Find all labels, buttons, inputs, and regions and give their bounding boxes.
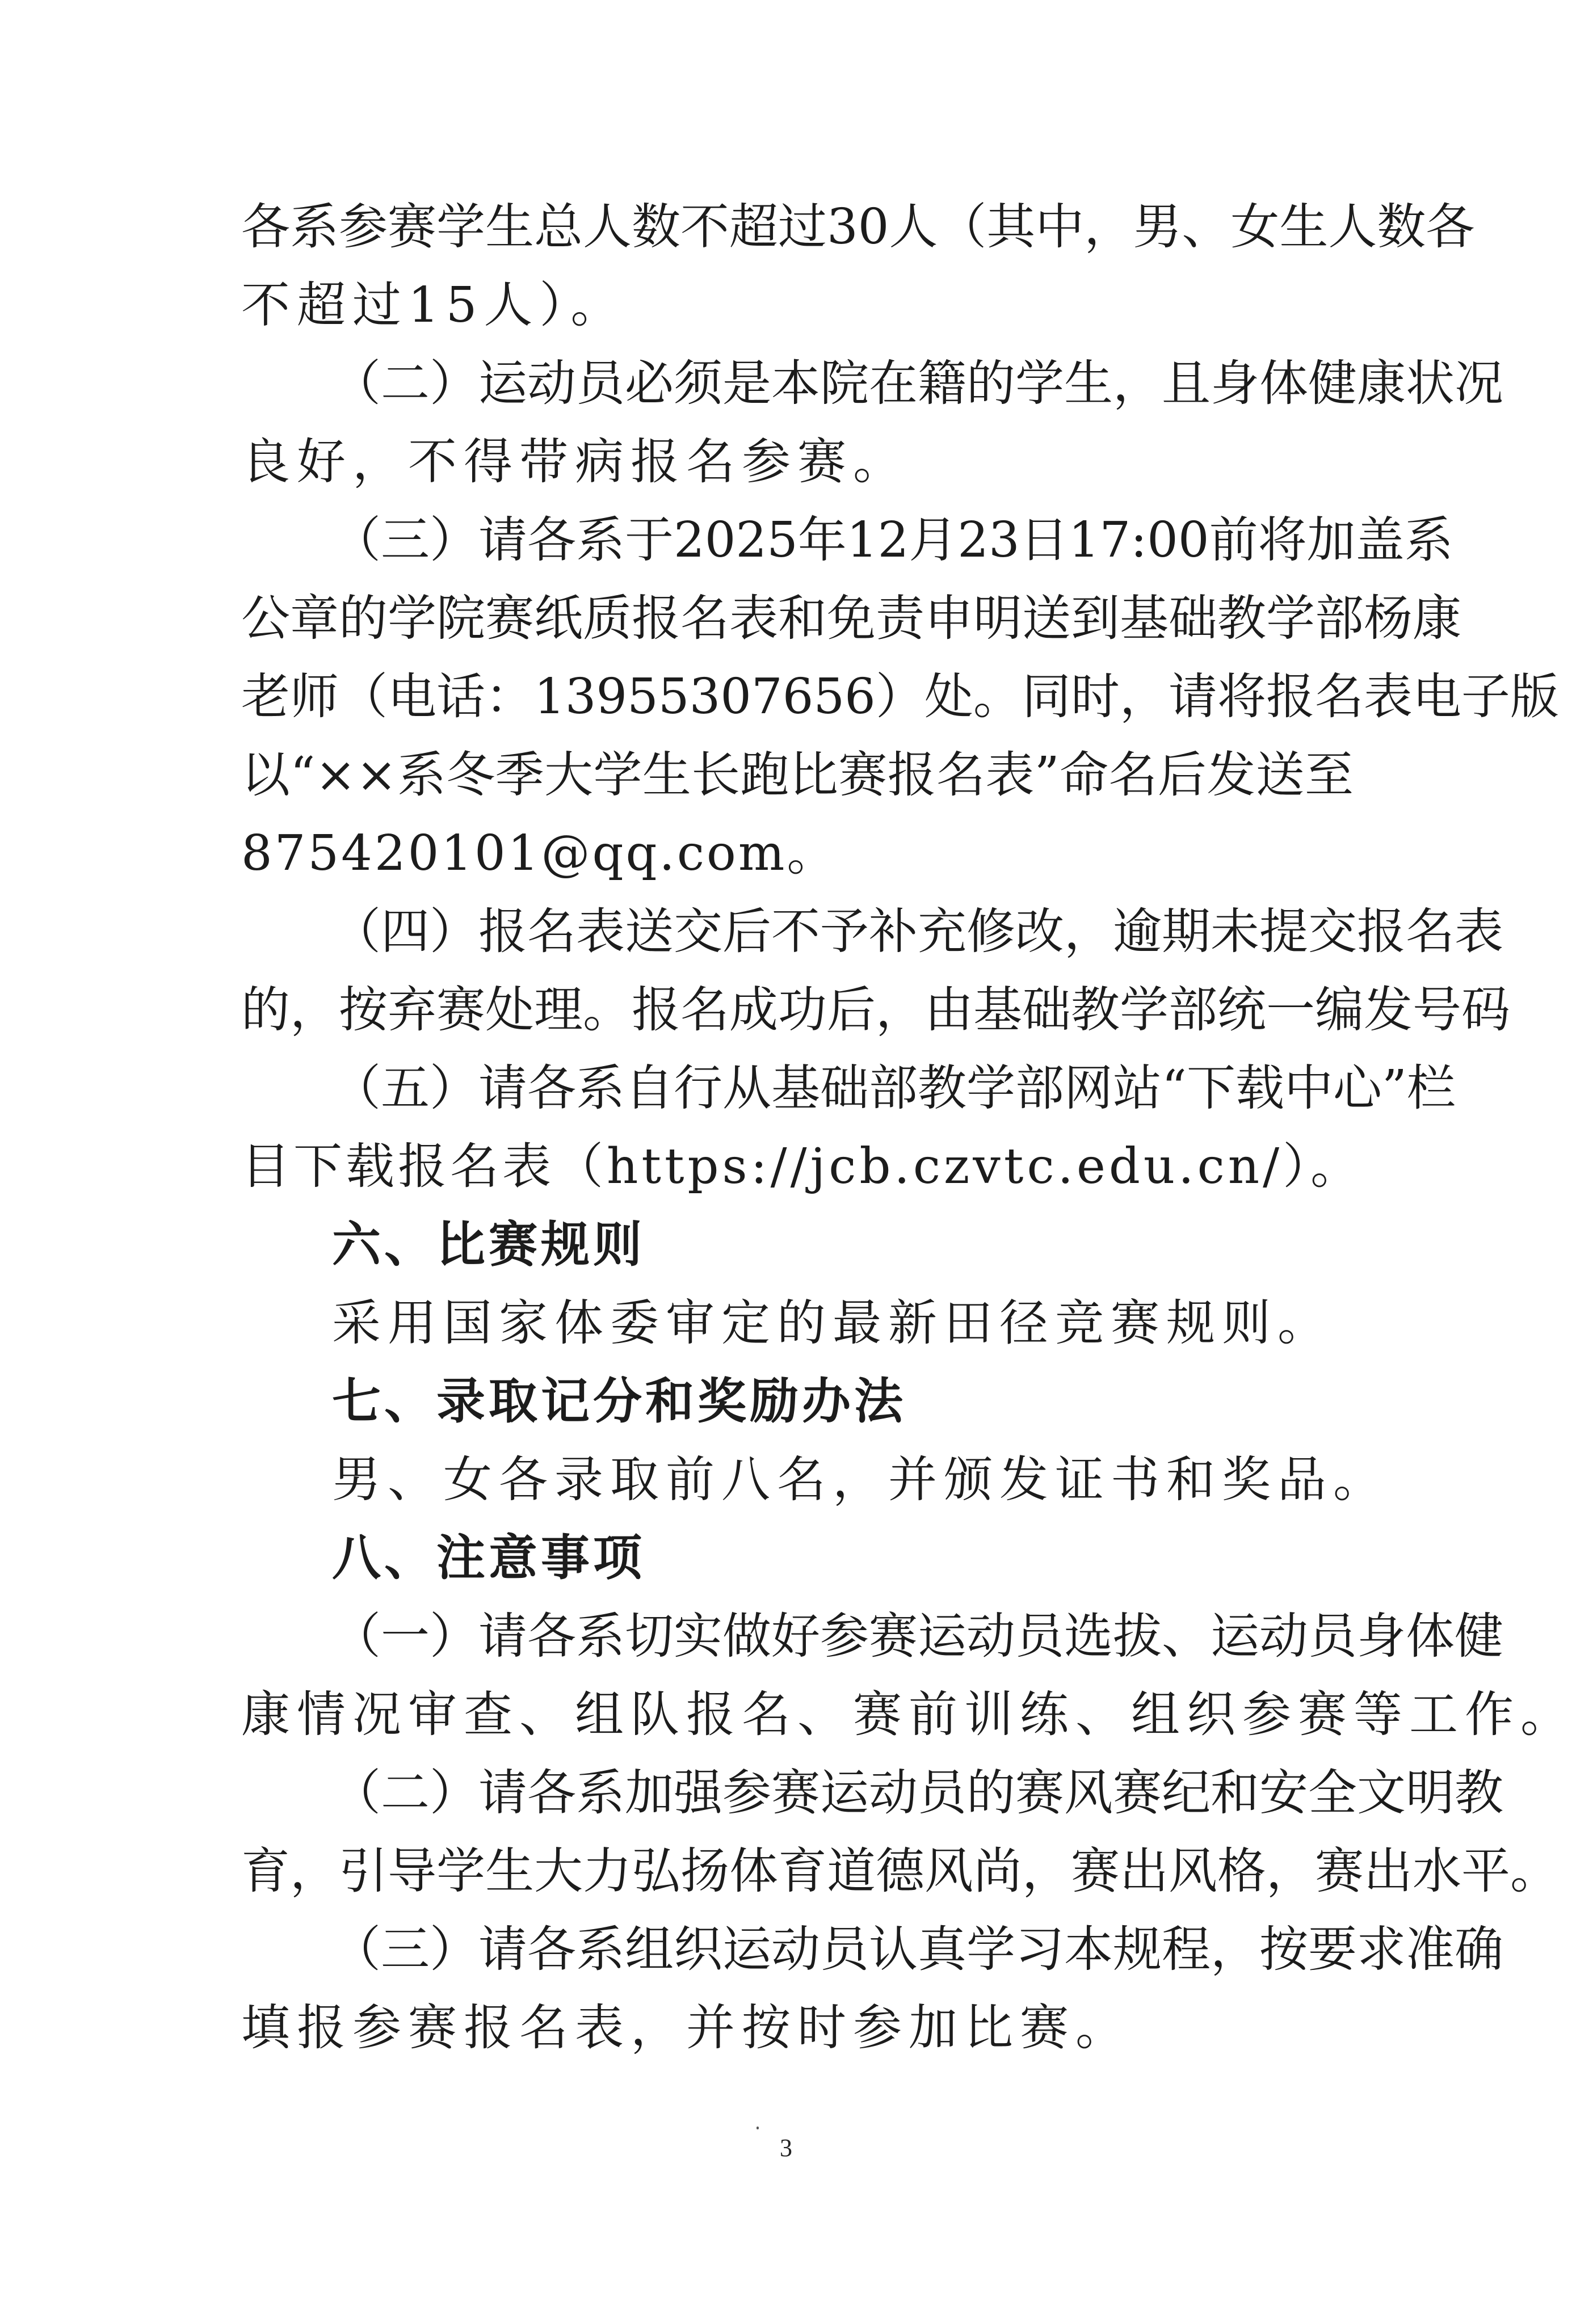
text-line: 公章的学院赛纸质报名表和免责申明送到基础教学部杨康 [241,590,1461,647]
text-line: （三）请各系组织运动员认真学习本规程，按要求准确 [332,1921,1503,1978]
text-line: 的，按弃赛处理。报名成功后，由基础教学部统一编发号码 [241,982,1510,1038]
page-number: 3 [780,2134,792,2162]
section-heading-rules: 六、比赛规则 [332,1216,645,1273]
text-line: 老师（电话：13955307656）处。同时，请将报名表电子版 [241,668,1559,725]
scan-speck [757,2127,759,2129]
text-line: （五）请各系自行从基础部教学部网站“下载中心”栏 [332,1060,1456,1117]
text-line: 不超过15人）。 [241,277,627,334]
text-line: 男、女各录取前八名，并颁发证书和奖品。 [332,1451,1389,1508]
section-heading-notes: 八、注意事项 [332,1530,645,1586]
text-line: 良好，不得带病报名参赛。 [241,433,909,490]
url-text: 目下载报名表（https://jcb.czvtc.edu.cn/）。 [241,1138,1363,1195]
text-line: （一）请各系切实做好参赛运动员选拔、运动员身体健 [332,1608,1503,1665]
text-line: （二）请各系加强参赛运动员的赛风赛纪和安全文明教 [332,1765,1503,1821]
text-line: （三）请各系于2025年12月23日17:00前将加盖系 [332,512,1453,569]
text-line: 采用国家体委审定的最新田径竞赛规则。 [332,1295,1333,1352]
text-line: 康情况审查、组队报名、赛前训练、组织参赛等工作。 [241,1686,1576,1743]
text-line: 各系参赛学生总人数不超过30人（其中，男、女生人数各 [241,199,1475,255]
text-line: 填报参赛报名表，并按时参加比赛。 [241,1999,1131,2056]
section-heading-awards: 七、录取记分和奖励办法 [332,1373,906,1430]
text-line: 以“××系冬季大学生长跑比赛报名表”命名后发送至 [241,747,1354,803]
text-line: （二）运动员必须是本院在籍的学生，且身体健康状况 [332,355,1503,412]
text-line: （四）报名表送交后不予补充修改，逾期未提交报名表 [332,903,1503,960]
email-text: 875420101@qq.com。 [241,825,838,882]
text-line: 育，引导学生大力弘扬体育道德风尚，赛出风格，赛出水平。 [241,1843,1559,1900]
